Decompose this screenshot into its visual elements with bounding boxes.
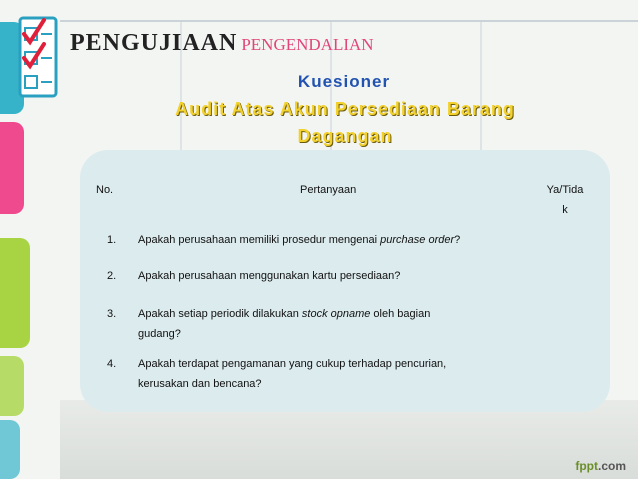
title-sub: PENGENDALIAN [241, 35, 374, 54]
row-3-no: 3. [107, 308, 117, 320]
decor-block-green-small [0, 356, 24, 416]
row-1-question: Apakah perusahaan memiliki prosedur mengenai purchase order? [138, 234, 461, 246]
fppt-logo: fppt.com [575, 459, 626, 473]
header-answer: Ya/Tida k [546, 184, 584, 216]
row-2-question: Apakah perusahaan menggunakan kartu persediaan? [138, 270, 401, 282]
row-2-no: 2. [107, 270, 117, 282]
slide-title [70, 30, 374, 57]
subtitle-line2: Audit Atas Akun Persediaan Barang Dagangan [175, 99, 515, 146]
row-1-no: 1. [107, 234, 117, 246]
header-no: No. [96, 184, 114, 196]
title-main: PENGUJIAAN [70, 30, 238, 56]
row-4-question: Apakah terdapat pengamanan yang cukup terhadap pencurian, kerusakan dan bencana? [138, 358, 447, 390]
decor-block-green [0, 238, 30, 348]
row-4-no: 4. [107, 358, 117, 370]
header-question: Pertanyaan [300, 184, 357, 196]
decor-block-cyan-small [0, 420, 20, 479]
decor-block-pink [0, 122, 24, 214]
subtitle-line1: Kuesioner [297, 72, 391, 91]
row-3-question: Apakah setiap periodik dilakukan stock opname oleh bagian gudang? [138, 308, 431, 340]
